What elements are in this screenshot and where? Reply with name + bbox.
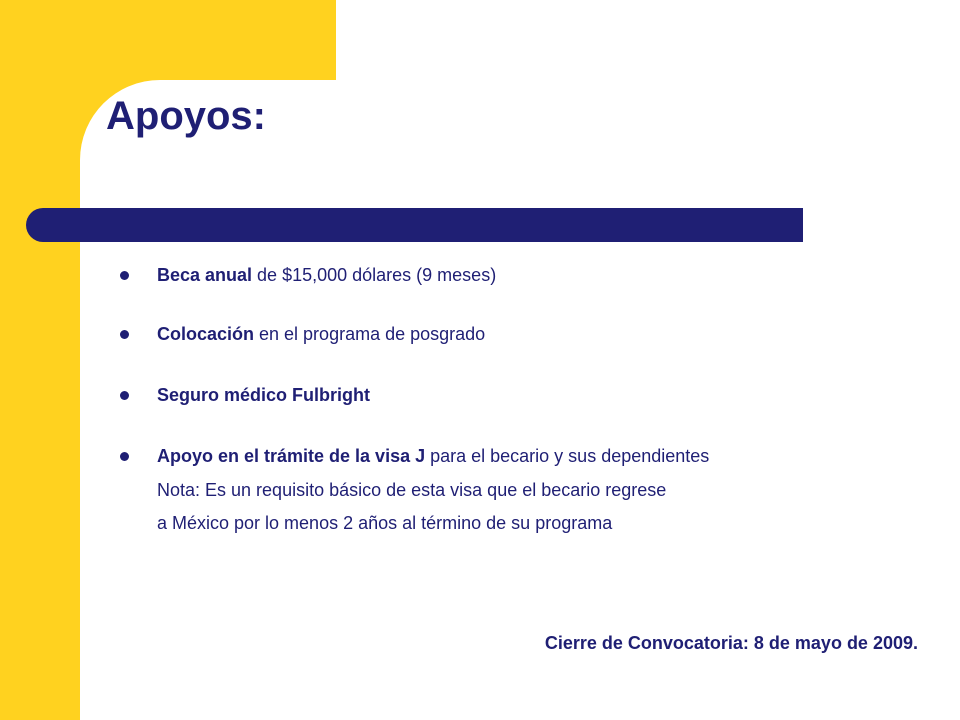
note-line-2: a México por lo menos 2 años al término de su programa [157, 513, 613, 533]
title-divider-bar [26, 208, 803, 242]
bullet-rest-text: de $15,000 dólares (9 meses) [252, 265, 497, 285]
bullet-bold-text: Beca anual [157, 265, 253, 285]
bullet-dot-icon [120, 271, 129, 280]
slide-title: Apoyos: [106, 94, 266, 138]
bullet-dot-icon [120, 330, 129, 339]
bullet-text [157, 443, 709, 469]
bullet-text [157, 321, 485, 347]
bullet-rest-text: para el becario y sus dependientes [425, 446, 710, 466]
bullet-dot-icon [120, 391, 129, 400]
bullet-bold-text: Colocación [157, 324, 255, 344]
bullet-text [157, 382, 370, 408]
closing-deadline: Cierre de Convocatoria: 8 de mayo de 2009. [544, 633, 918, 653]
bullet-dot-icon [120, 452, 129, 461]
bullet-bold-text: Apoyo en el trámite de la visa J [157, 446, 426, 466]
bullet-rest-text: en el programa de posgrado [254, 324, 486, 344]
bullet-bold-text: Seguro médico Fulbright [157, 385, 371, 405]
bullet-text [157, 262, 496, 288]
note-line-1: Nota: Es un requisito básico de esta visa que el becario regrese [157, 480, 667, 500]
